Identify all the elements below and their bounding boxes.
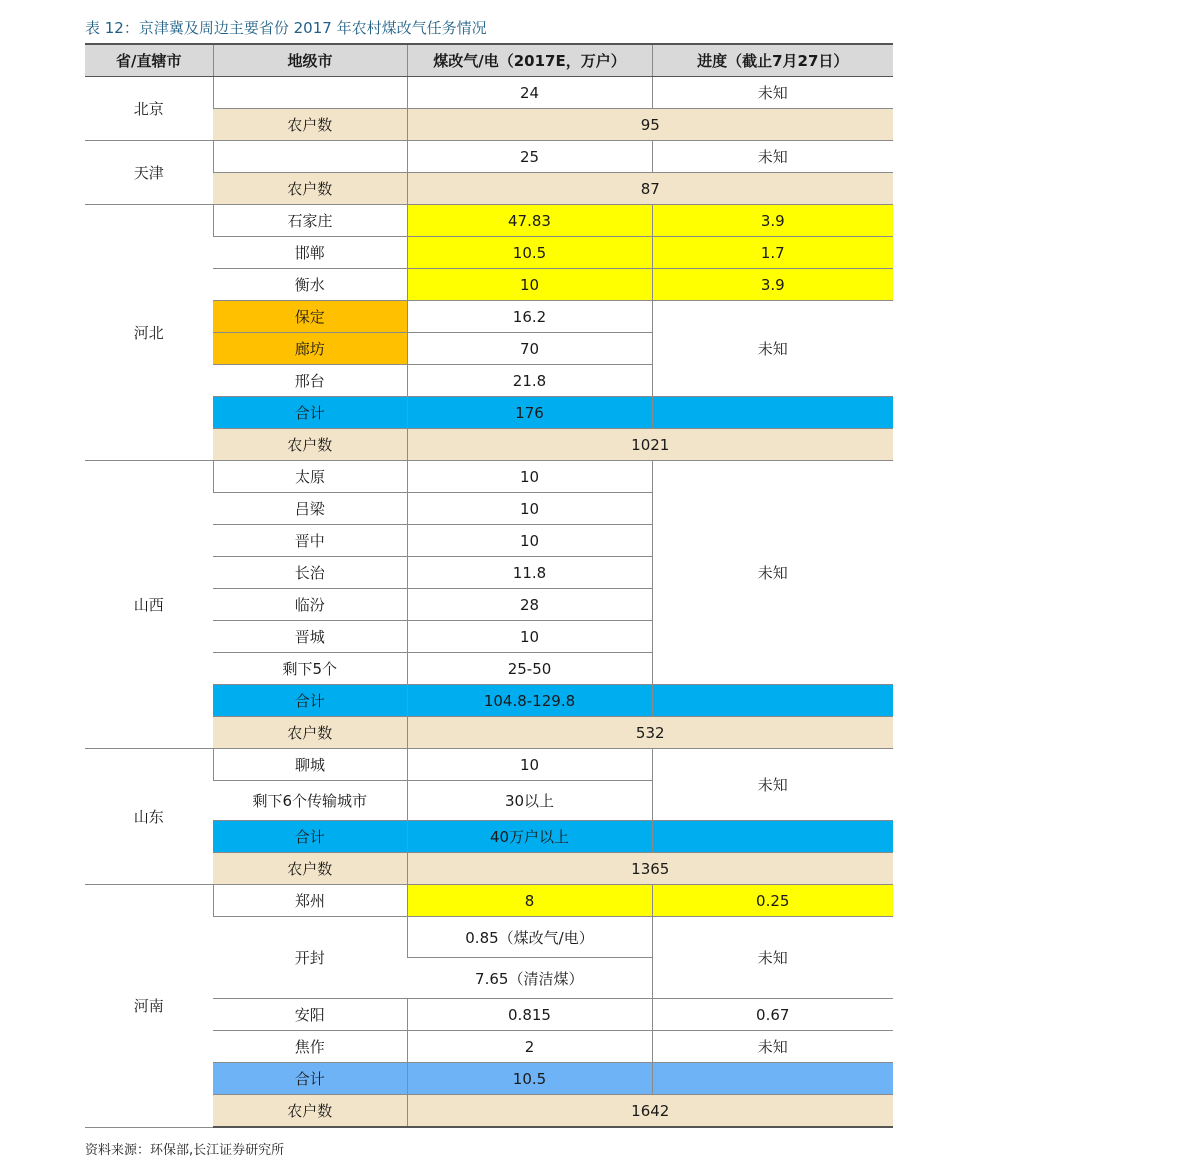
progress-cell: 未知 (652, 301, 893, 397)
city-cell: 太原 (213, 461, 407, 493)
value-cell: 10 (407, 621, 652, 653)
progress-cell: 1.7 (652, 237, 893, 269)
city-cell: 吕梁 (213, 493, 407, 525)
value-cell: 21.8 (407, 365, 652, 397)
province-beijing: 北京 (85, 77, 213, 141)
value-cell: 28 (407, 589, 652, 621)
table-caption: 表 12：京津冀及周边主要省份 2017 年农村煤改气任务情况 (85, 19, 487, 37)
total-label: 合计 (213, 685, 407, 717)
city-cell: 晋中 (213, 525, 407, 557)
source-note: 资料来源：环保部,长江证券研究所 (85, 1143, 285, 1158)
households-label: 农户数 (213, 717, 407, 749)
total-value: 40万户以上 (407, 821, 652, 853)
households-value: 87 (407, 173, 893, 205)
province-tianjin: 天津 (85, 141, 213, 205)
progress-cell: 3.9 (652, 269, 893, 301)
progress-cell (652, 1063, 893, 1095)
total-label: 合计 (213, 1063, 407, 1095)
table-row (85, 141, 893, 173)
total-value: 176 (407, 397, 652, 429)
progress-cell: 未知 (652, 141, 893, 173)
coal-to-gas-table (85, 43, 893, 1128)
table-row (85, 749, 893, 781)
city-cell: 石家庄 (213, 205, 407, 237)
city-cell: 邢台 (213, 365, 407, 397)
table-row (85, 461, 893, 493)
city-cell: 安阳 (213, 999, 407, 1031)
value-cell: 16.2 (407, 301, 652, 333)
city-cell: 衡水 (213, 269, 407, 301)
city-cell: 焦作 (213, 1031, 407, 1063)
province-hebei: 河北 (85, 205, 213, 461)
value-cell: 0.815 (407, 999, 652, 1031)
value-cell: 25-50 (407, 653, 652, 685)
progress-cell: 未知 (652, 77, 893, 109)
households-label: 农户数 (213, 429, 407, 461)
progress-cell: 未知 (652, 749, 893, 821)
city-cell: 郑州 (213, 885, 407, 917)
city-cell: 临汾 (213, 589, 407, 621)
households-label: 农户数 (213, 853, 407, 885)
value-cell: 47.83 (407, 205, 652, 237)
value-cell: 70 (407, 333, 652, 365)
households-label: 农户数 (213, 109, 407, 141)
header-target: 煤改气/电（2017E，万户） (407, 44, 652, 77)
value-cell: 7.65（清洁煤） (407, 958, 652, 999)
households-label: 农户数 (213, 1095, 407, 1128)
city-cell: 剩下6个传输城市 (213, 781, 407, 821)
city-cell: 廊坊 (213, 333, 407, 365)
progress-cell: 未知 (652, 1031, 893, 1063)
total-value: 104.8-129.8 (407, 685, 652, 717)
header-city: 地级市 (213, 44, 407, 77)
total-label: 合计 (213, 821, 407, 853)
households-value: 1365 (407, 853, 893, 885)
province-shanxi: 山西 (85, 461, 213, 749)
progress-cell (652, 397, 893, 429)
city-cell (213, 141, 407, 173)
progress-cell: 0.67 (652, 999, 893, 1031)
value-cell: 24 (407, 77, 652, 109)
table-row (85, 77, 893, 109)
value-cell: 25 (407, 141, 652, 173)
city-cell (213, 77, 407, 109)
progress-cell (652, 821, 893, 853)
city-cell: 保定 (213, 301, 407, 333)
households-value: 1642 (407, 1095, 893, 1128)
city-cell: 剩下5个 (213, 653, 407, 685)
table-row (85, 885, 893, 917)
value-cell: 10 (407, 461, 652, 493)
value-cell: 10 (407, 525, 652, 557)
progress-cell: 未知 (652, 461, 893, 685)
value-cell: 10 (407, 269, 652, 301)
value-cell: 11.8 (407, 557, 652, 589)
city-cell: 开封 (213, 917, 407, 999)
value-cell: 30以上 (407, 781, 652, 821)
city-cell: 聊城 (213, 749, 407, 781)
total-label: 合计 (213, 397, 407, 429)
progress-cell (652, 685, 893, 717)
value-cell: 10 (407, 749, 652, 781)
table-header-row (85, 44, 893, 77)
total-value: 10.5 (407, 1063, 652, 1095)
province-shandong: 山东 (85, 749, 213, 885)
value-cell: 8 (407, 885, 652, 917)
progress-cell: 0.25 (652, 885, 893, 917)
value-cell: 0.85（煤改气/电） (407, 917, 652, 958)
header-progress: 进度（截止7月27日） (652, 44, 893, 77)
households-value: 95 (407, 109, 893, 141)
province-henan: 河南 (85, 885, 213, 1128)
progress-cell: 未知 (652, 917, 893, 999)
households-value: 1021 (407, 429, 893, 461)
value-cell: 10 (407, 493, 652, 525)
city-cell: 长治 (213, 557, 407, 589)
city-cell: 晋城 (213, 621, 407, 653)
table-row (85, 205, 893, 237)
value-cell: 2 (407, 1031, 652, 1063)
value-cell: 10.5 (407, 237, 652, 269)
header-province: 省/直辖市 (85, 44, 213, 77)
households-label: 农户数 (213, 173, 407, 205)
progress-cell: 3.9 (652, 205, 893, 237)
households-value: 532 (407, 717, 893, 749)
city-cell: 邯郸 (213, 237, 407, 269)
